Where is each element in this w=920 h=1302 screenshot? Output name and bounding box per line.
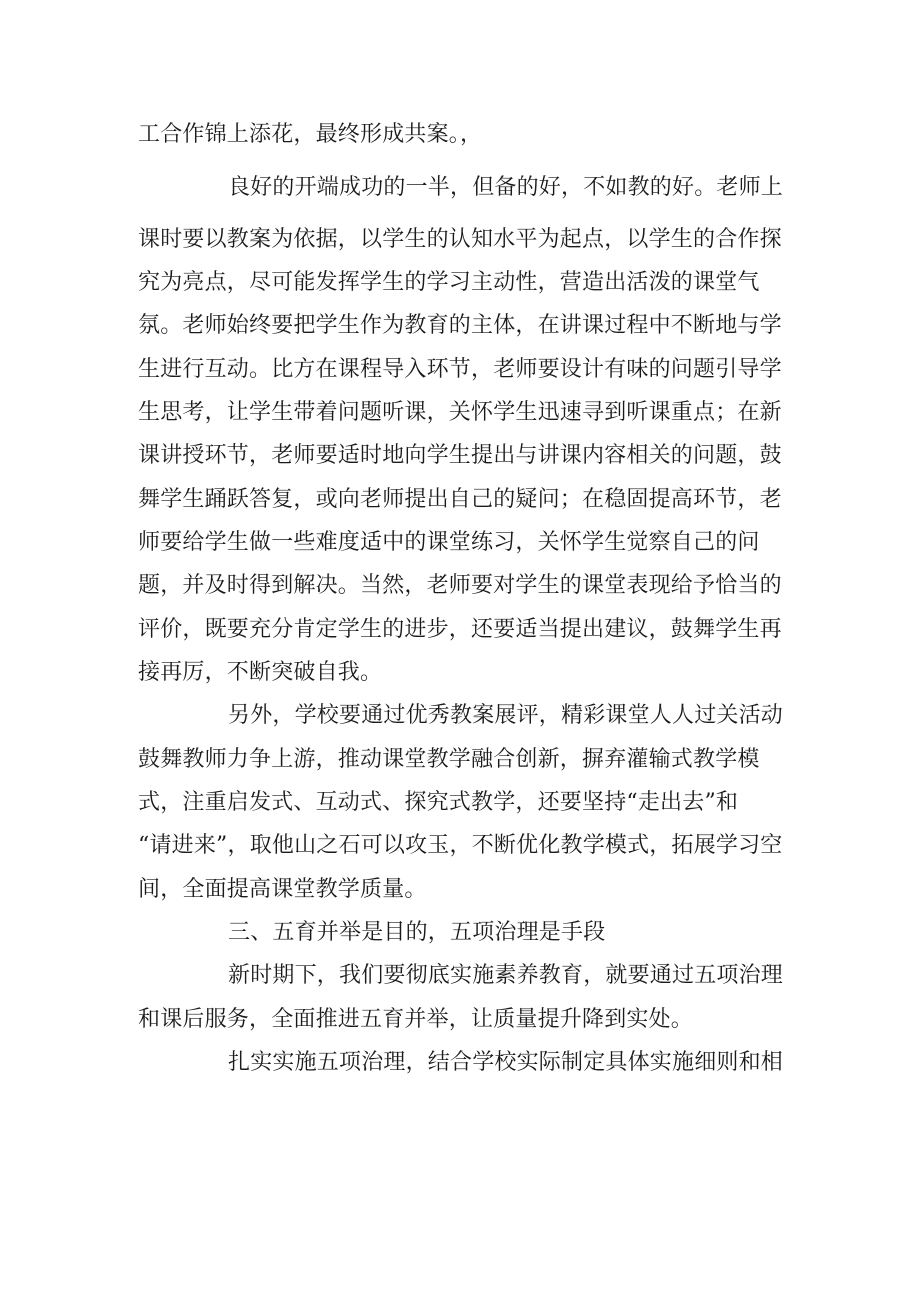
text-line-6: 生进行互动。比方在课程导入环节，老师要设计有味的问题引导学 [138,357,782,382]
text-line-11: 题，并及时得到解决。当然，老师要对学生的课堂表现给予恰当的 [138,573,782,598]
text-line-10: 师要给学生做一些难度适中的课堂练习，关怀学生觉察自己的问 [138,530,760,555]
text-line-21: 和课后服务，全面推进五育并举，让质量提升降到实处。 [138,1007,694,1032]
text-line-13: 接再厉，不断突破自我。 [138,660,383,685]
text-line-15: 鼓舞教师力争上游，推动课堂教学融合创新，摒弃灌输式教学模 [138,747,760,772]
text-line-9: 舞学生踊跃答复，或向老师提出自己的疑问；在稳固提高环节，老 [138,487,782,512]
text-line-14: 另外，学校要通过优秀教案展评，精彩课堂人人过关活动 [228,703,784,728]
text-line-1: 工合作锦上添花，最终形成共案。， [138,122,483,147]
section-heading: 三、五育并举是目的，五项治理是手段 [228,920,606,945]
text-line-8: 课讲授环节，老师要适时地向学生提出与讲课内容相关的问题，鼓 [138,443,782,468]
text-line-4: 究为亮点，尽可能发挥学生的学习主动性，营造出活泼的课堂气 [138,270,760,295]
text-line-5: 氛。老师始终要把学生作为教育的主体，在讲课过程中不断地与学 [138,313,782,338]
text-line-3: 课时要以教案为依据，以学生的认知水平为起点，以学生的合作探 [138,227,782,252]
text-line-12: 评价，既要充分肯定学生的进步，还要适当提出建议，鼓舞学生再 [138,617,782,642]
text-line-16: 式，注重启发式、互动式、探究式教学，还要坚持“走出去”和 [138,790,739,815]
text-line-2: 良好的开端成功的一半，但备的好，不如教的好。老师上 [228,175,784,200]
text-line-20: 新时期下，我们要彻底实施素养教育，就要通过五项治理 [228,963,784,988]
text-line-22: 扎实实施五项治理，结合学校实际制定具体实施细则和相 [228,1050,784,1075]
text-line-18: 间，全面提高课堂教学质量。 [138,877,427,902]
text-line-7: 生思考，让学生带着问题听课，关怀学生迅速寻到听课重点；在新 [138,400,782,425]
text-line-17: “请进来”，取他山之石可以攻玉，不断优化教学模式，拓展学习空 [138,833,783,858]
